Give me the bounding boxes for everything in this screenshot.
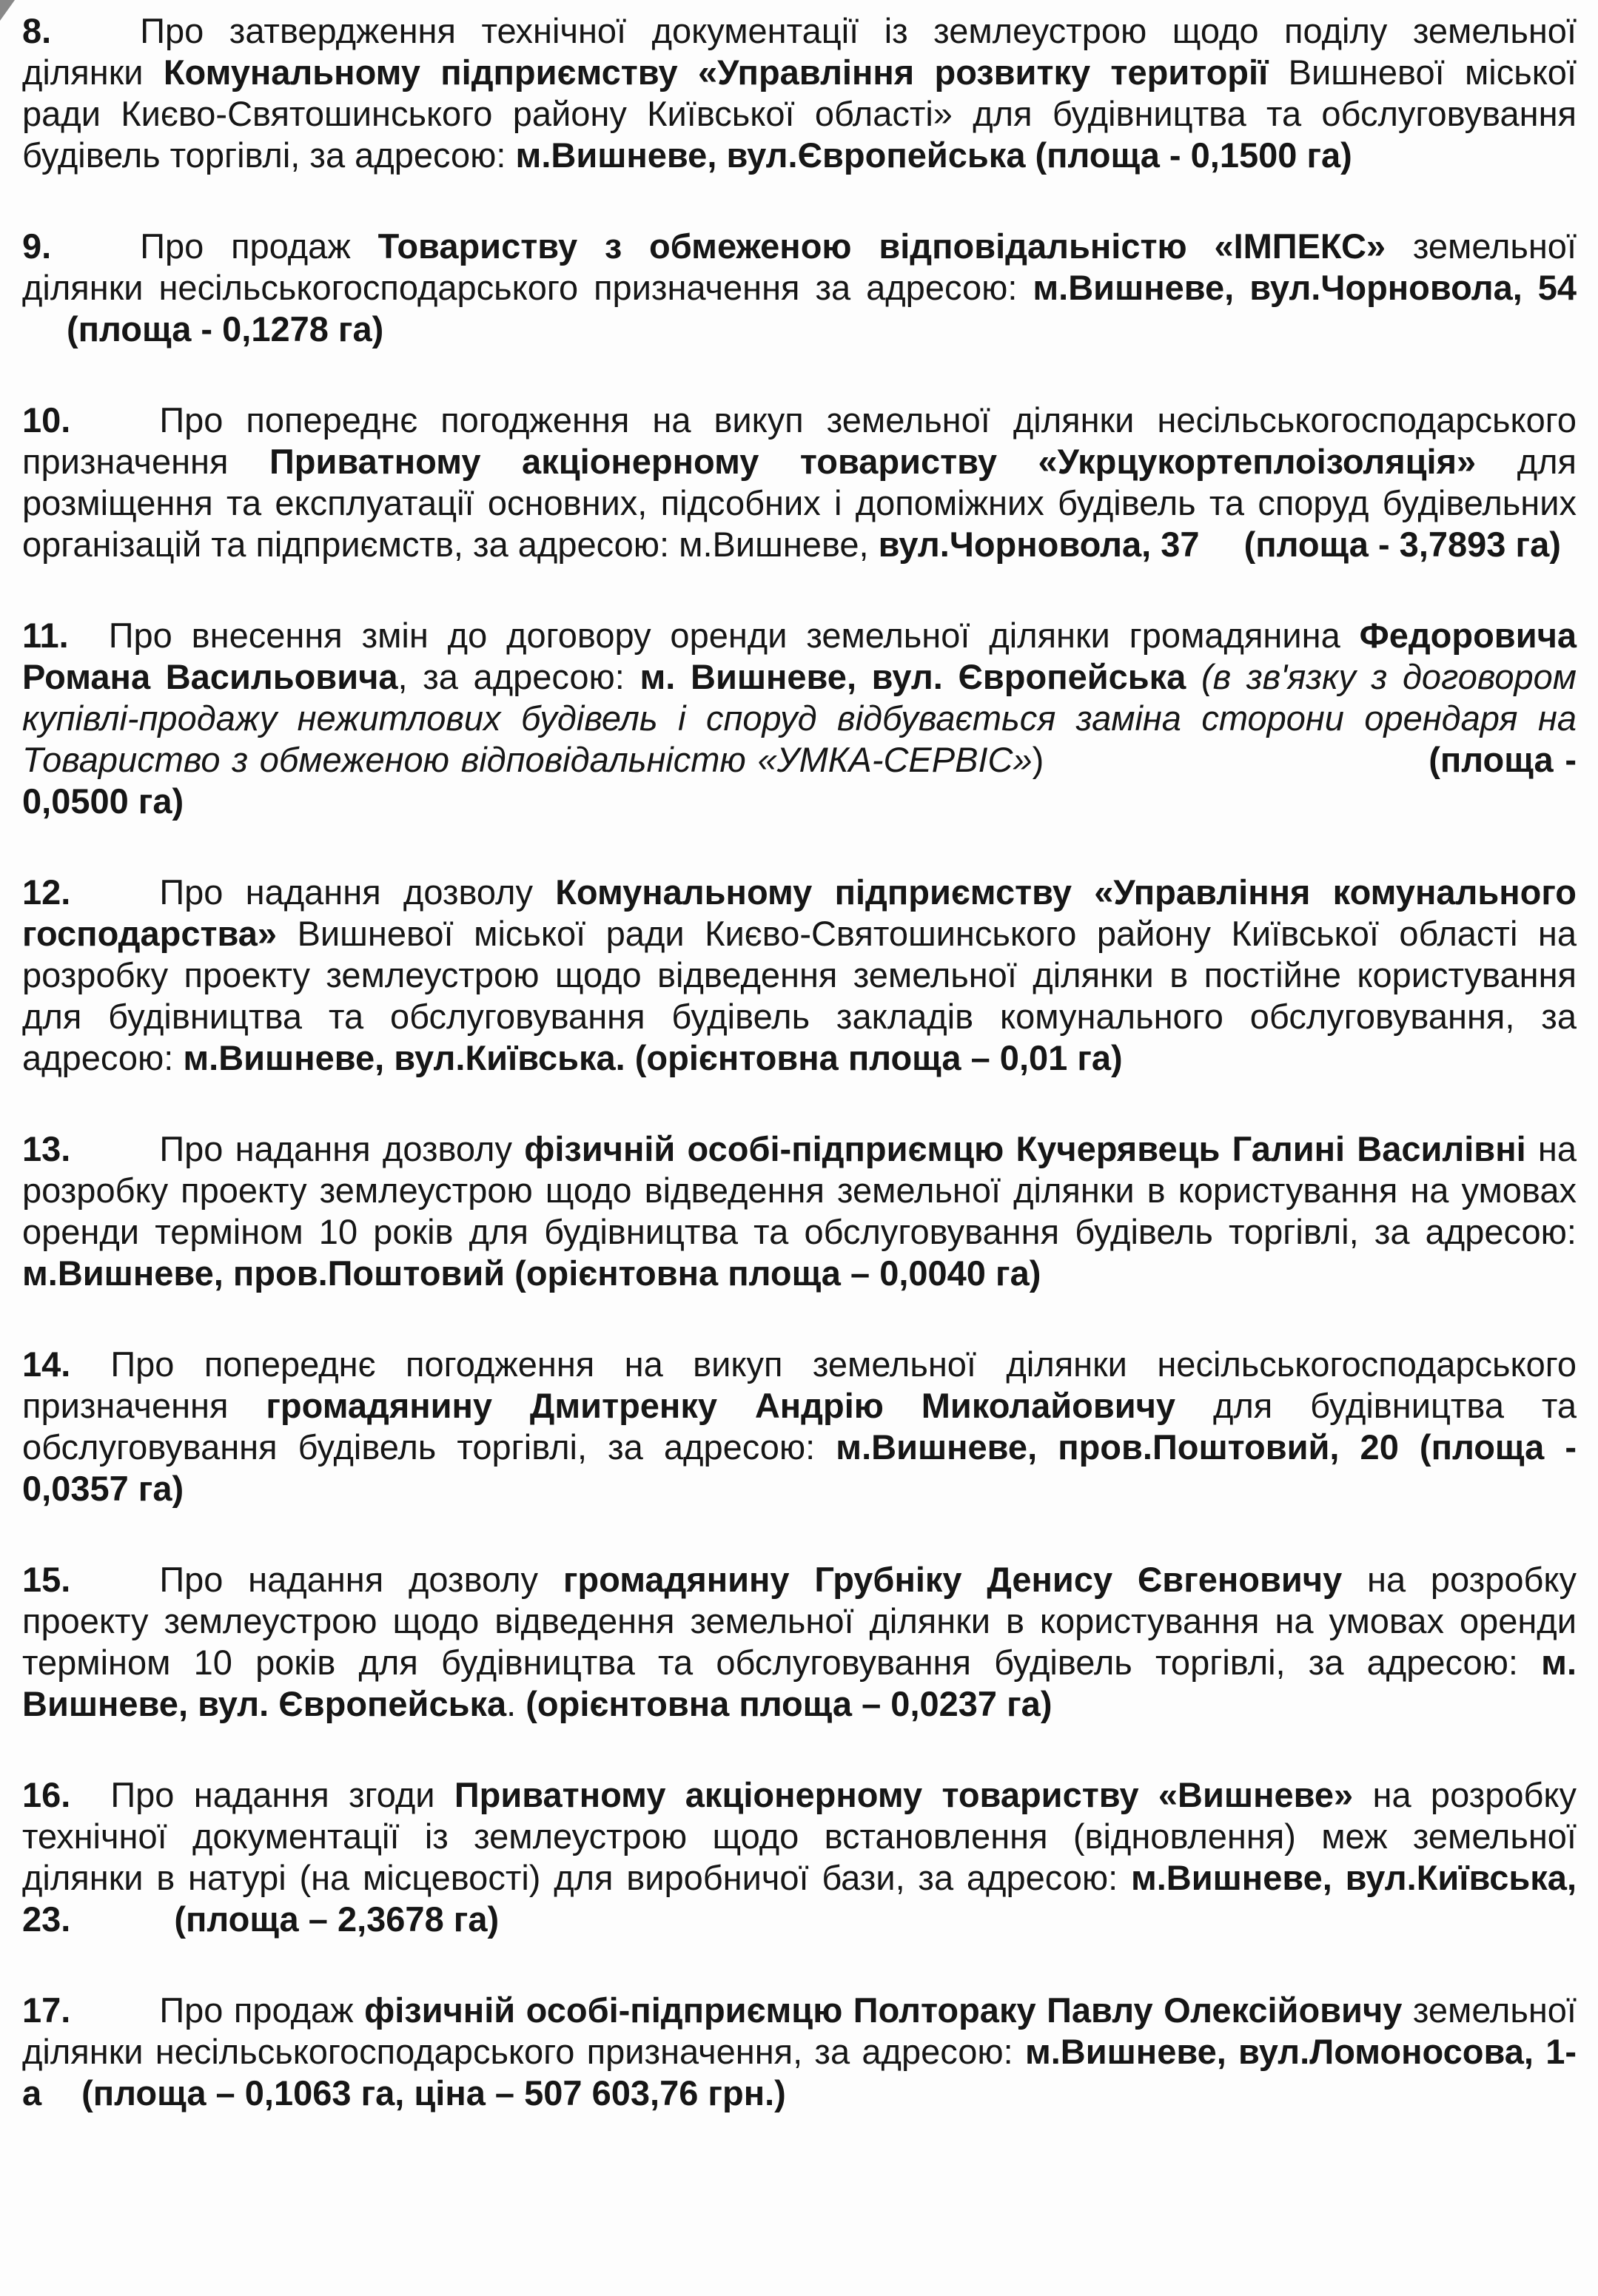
list-item-16 bbox=[22, 1774, 1577, 1940]
item-text: Про надання дозволу bbox=[159, 1129, 512, 1168]
item-address: м.Вишневе, вул.Ломоносова, 1-а bbox=[22, 2032, 1577, 2112]
item-text: на розробку проекту землеустрою щодо відведення земельної ділянки в користування на умовах оренди терміном 10 років для будівництва та обслуговування будівель торгівлі, за адресою: bbox=[22, 1129, 1577, 1251]
item-text: Про продаж bbox=[140, 226, 351, 266]
item-number: 14. bbox=[22, 1344, 71, 1384]
item-area: (площа - 0,0500 га) bbox=[22, 740, 1577, 821]
item-subject: фізичній особі-підприємцю Полтораку Павлу Олексійовичу bbox=[364, 1990, 1403, 2030]
list-item-9 bbox=[22, 226, 1577, 350]
item-subject: Комунальному підприємству «Управління розвитку території bbox=[163, 53, 1269, 92]
item-text: для будівництва та обслуговування будівель торгівлі, за адресою: bbox=[22, 1386, 1577, 1467]
item-text: Про продаж bbox=[159, 1990, 354, 2030]
item-text: земельної ділянки несільськогосподарського призначення за адресою: bbox=[22, 226, 1577, 307]
item-address: м. Вишневе, вул. Європейська bbox=[639, 657, 1186, 696]
item-address: м.Вишневе, вул.Чорновола, 54 bbox=[1033, 268, 1577, 307]
list-item-15 bbox=[22, 1559, 1577, 1725]
item-area: (площа – 0,1063 га, ціна – 507 603,76 грн.) bbox=[81, 2073, 786, 2112]
item-subject: Приватному акціонерному товариству «Укрцукортеплоізоляція» bbox=[269, 442, 1477, 481]
item-text: . bbox=[506, 1684, 517, 1723]
list-item-13 bbox=[22, 1128, 1577, 1294]
item-subject: громадянину Дмитренку Андрію Миколайовичу bbox=[266, 1386, 1176, 1425]
item-address: м.Вишневе, вул.Київська, 23. bbox=[22, 1858, 1577, 1939]
list-item-11 bbox=[22, 615, 1577, 822]
item-text: для розміщення та експлуатації основних, підсобних і допоміжних будівель та споруд будівельних організацій та підприємств, за адресою: м.Вишневе, bbox=[22, 442, 1577, 564]
item-address: м.Вишневе, вул.Київська. bbox=[183, 1038, 625, 1077]
item-text: на розробку технічної документації із землеустрою щодо встановлення (відновлення) меж земельної ділянки в натурі (на місцевості) для виробничої бази, за адресою: bbox=[22, 1775, 1577, 1897]
item-text: Вишневої міської ради Києво-Святошинського району Київської області» для будівництва та обслуговування будівель торгівлі, за адресою: bbox=[22, 53, 1577, 175]
item-subject: громадянину Грубніку Денису Євгеновичу bbox=[563, 1560, 1343, 1599]
item-text: Вишневої міської ради Києво-Святошинського району Київської області на розробку проекту землеустрою щодо відведення земельної ділянки в постійне користування для будівництва та обслуговування будівель закладів комунального обслуговування, за адресою: bbox=[22, 914, 1577, 1077]
item-number: 17. bbox=[22, 1990, 71, 2030]
list-item-8 bbox=[22, 10, 1577, 176]
list-item-17 bbox=[22, 1990, 1577, 2114]
item-subject: Приватному акціонерному товариству «Вишневе» bbox=[454, 1775, 1354, 1814]
item-address: м.Вишневе, пров.Поштовий, 20 (площа - 0,0357 га) bbox=[22, 1427, 1577, 1508]
item-area: (орієнтовна площа – 0,0237 га) bbox=[526, 1684, 1053, 1723]
item-text: на розробку проекту землеустрою щодо відведення земельної ділянки в користування на умовах оренди терміном 10 років для будівництва та обслуговування будівель торгівлі, за адресою: bbox=[22, 1560, 1577, 1682]
item-text: Про надання дозволу bbox=[159, 872, 533, 912]
item-address: вул.Чорновола, 37 bbox=[878, 525, 1200, 564]
item-address: м.Вишневе, пров.Поштовий bbox=[22, 1253, 506, 1293]
item-subject: Комунальному підприємству «Управління комунального господарства» bbox=[22, 872, 1577, 953]
item-text: Про надання дозволу bbox=[159, 1560, 539, 1599]
item-area: (орієнтовна площа – 0,0040 га) bbox=[514, 1253, 1041, 1293]
item-text: Про затвердження технічної документації із землеустрою щодо поділу земельної ділянки bbox=[22, 11, 1577, 92]
item-subject: фізичній особі-підприємцю Кучерявець Галині Василівні bbox=[524, 1129, 1526, 1168]
item-number: 8. bbox=[22, 11, 52, 50]
list-item-12 bbox=[22, 872, 1577, 1079]
item-number: 10. bbox=[22, 400, 71, 440]
item-text: Про попереднє погодження на викуп земельної ділянки несільськогосподарського призначення bbox=[22, 1344, 1577, 1425]
item-text: Про внесення змін до договору оренди земельної ділянки громадянина bbox=[108, 616, 1340, 655]
list-item-10 bbox=[22, 400, 1577, 565]
item-number: 11. bbox=[22, 616, 69, 655]
item-text: земельної ділянки несільськогосподарського призначення, за адресою: bbox=[22, 1990, 1577, 2071]
item-text: Про попереднє погодження на викуп земельної ділянки несільськогосподарського призначення bbox=[22, 400, 1577, 481]
list-item-14 bbox=[22, 1344, 1577, 1509]
item-area: (площа - 0,1278 га) bbox=[67, 309, 384, 349]
document-body bbox=[22, 10, 1577, 2114]
item-subject: Федоровича Романа Васильовича bbox=[22, 616, 1577, 696]
item-text: ) bbox=[1032, 740, 1044, 779]
item-note: (в зв'язку з договором купівлі-продажу нежитлових будівель і споруд відбувається заміна сторони орендаря на Товариство з обмеженою відповідальністю «УМКА-СЕРВІС» bbox=[22, 657, 1577, 779]
item-address: м. Вишневе, вул. Європейська bbox=[22, 1643, 1577, 1723]
item-address: м.Вишневе, вул.Європейська (площа - 0,1500 га) bbox=[515, 135, 1352, 175]
item-text: Про надання згоди bbox=[110, 1775, 435, 1814]
item-number: 12. bbox=[22, 872, 71, 912]
item-number: 15. bbox=[22, 1560, 71, 1599]
item-text: , за адресою: bbox=[397, 657, 625, 696]
item-number: 9. bbox=[22, 226, 52, 266]
scan-corner-mark bbox=[0, 0, 16, 22]
item-number: 13. bbox=[22, 1129, 71, 1168]
item-area: (площа – 2,3678 га) bbox=[174, 1899, 500, 1939]
item-area: (площа - 3,7893 га) bbox=[1243, 525, 1561, 564]
item-subject: Товариству з обмеженою відповідальністю «ІМПЕКС» bbox=[377, 226, 1386, 266]
item-number: 16. bbox=[22, 1775, 71, 1814]
item-area: (орієнтовна площа – 0,01 га) bbox=[634, 1038, 1123, 1077]
